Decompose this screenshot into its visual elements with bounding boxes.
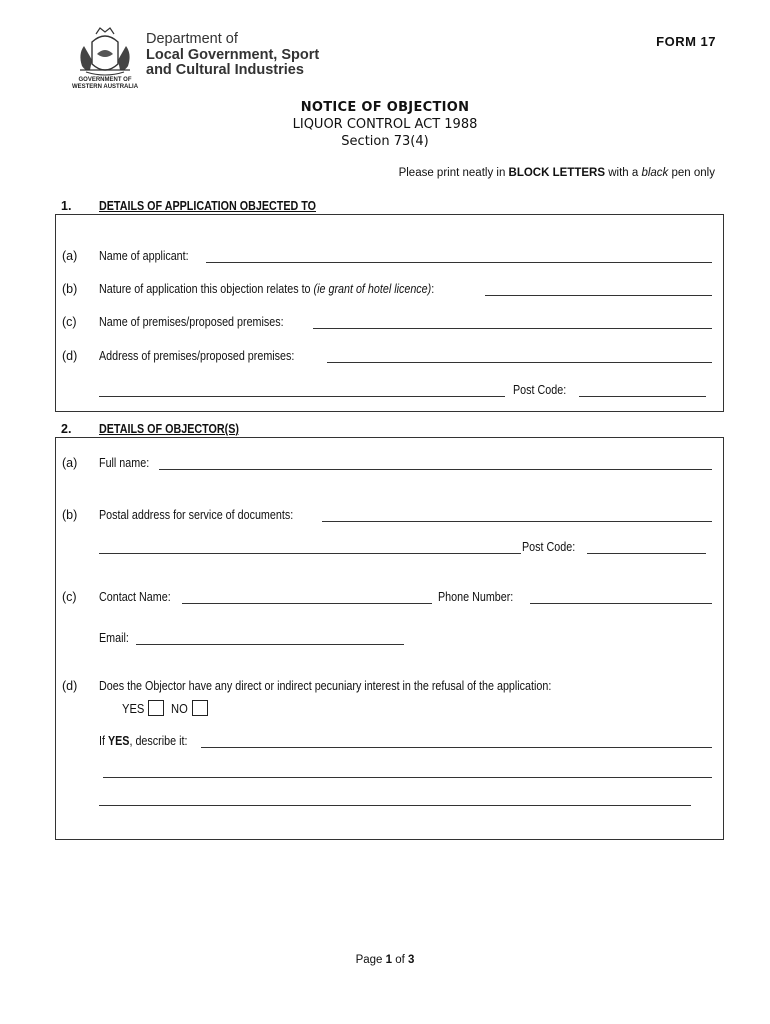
describe-field-2[interactable] xyxy=(103,777,712,778)
s2-a-text: Full name: xyxy=(99,456,150,470)
describe-field-1[interactable] xyxy=(201,747,712,748)
s1-c-label: (c) xyxy=(62,315,77,329)
s1-b-text xyxy=(99,282,434,296)
form-number: FORM 17 xyxy=(656,34,716,49)
document-heading: NOTICE OF OBJECTION xyxy=(300,100,470,115)
no-label: NO xyxy=(171,701,189,716)
instruction-middle: with a xyxy=(605,167,642,179)
instruction-prefix: Please print neatly in xyxy=(398,167,509,179)
s2-d-label: (d) xyxy=(62,679,78,693)
document-act: LIQUOR CONTROL ACT 1988 xyxy=(292,117,478,132)
page-prefix: Page xyxy=(355,954,386,966)
department-line-3: and Cultural Industries xyxy=(146,62,304,78)
department-line-2: Local Government, Sport xyxy=(146,46,320,63)
postal-address-field[interactable] xyxy=(322,521,712,522)
s1-c-text: Name of premises/proposed premises: xyxy=(99,315,284,329)
email-field[interactable] xyxy=(136,644,404,645)
contact-name-field[interactable] xyxy=(182,603,432,604)
premises-name-field[interactable] xyxy=(313,328,712,329)
section1-box xyxy=(55,214,724,412)
instruction-italic: black xyxy=(641,167,669,179)
no-checkbox[interactable] xyxy=(192,700,208,716)
department-name xyxy=(146,32,319,79)
s1-b-label: (b) xyxy=(62,282,78,296)
yes-label: YES xyxy=(122,701,145,716)
applicant-name-field[interactable] xyxy=(206,262,712,263)
s1-b-colon: : xyxy=(431,282,435,296)
document-section: Section 73(4) xyxy=(341,134,429,149)
premises-address-field[interactable] xyxy=(327,362,712,363)
page-mid: of xyxy=(392,954,409,966)
instruction-line xyxy=(399,167,715,179)
pecuniary-interest-question: Does the Objector have any direct or indirect pecuniary interest in the refusal of the application: xyxy=(99,679,552,693)
s1-b-main: Nature of application this objection relates to xyxy=(99,282,314,296)
instruction-suffix: pen only xyxy=(668,167,715,179)
if-yes-describe-label xyxy=(99,734,187,748)
if-suffix: , describe it: xyxy=(129,734,188,748)
phone-number-label: Phone Number: xyxy=(438,590,514,604)
page-total: 3 xyxy=(408,954,415,966)
phone-number-field[interactable] xyxy=(530,603,712,604)
government-caption xyxy=(66,77,144,91)
s1-a-text: Name of applicant: xyxy=(99,249,189,263)
yes-no-options xyxy=(122,700,208,716)
s2-b-text: Postal address for service of documents: xyxy=(99,508,294,522)
s1-post-code-label: Post Code: xyxy=(513,383,567,397)
s2-post-code-label: Post Code: xyxy=(522,540,576,554)
postal-address-field-2[interactable] xyxy=(99,553,521,554)
s1-b-italic: (ie grant of hotel licence) xyxy=(313,282,432,296)
government-line-1: GOVERNMENT OF xyxy=(78,77,132,83)
application-nature-field[interactable] xyxy=(485,295,712,296)
yes-checkbox[interactable] xyxy=(148,700,164,716)
document-title-block xyxy=(0,99,770,150)
section1-number: 1. xyxy=(61,199,72,213)
s1-post-code-field[interactable] xyxy=(579,396,706,397)
s2-a-label: (a) xyxy=(62,456,78,470)
describe-field-3[interactable] xyxy=(99,805,691,806)
s2-post-code-field[interactable] xyxy=(587,553,706,554)
s1-a-label: (a) xyxy=(62,249,78,263)
if-bold: YES xyxy=(107,734,130,748)
section2-box xyxy=(55,437,724,840)
s2-b-label: (b) xyxy=(62,508,78,522)
department-line-1: Department of xyxy=(146,31,238,47)
premises-address-field-2[interactable] xyxy=(99,396,505,397)
s2-c-label: (c) xyxy=(62,590,77,604)
section2-heading: DETAILS OF OBJECTOR(S) xyxy=(99,422,239,436)
government-line-2: WESTERN AUSTRALIA xyxy=(71,84,139,90)
section1-heading: DETAILS OF APPLICATION OBJECTED TO xyxy=(99,199,317,213)
s1-d-label: (d) xyxy=(62,349,78,363)
if-prefix: If xyxy=(99,734,108,748)
email-label: Email: xyxy=(99,631,129,645)
objector-full-name-field[interactable] xyxy=(159,469,712,470)
contact-name-label: Contact Name: xyxy=(99,590,171,604)
page-current: 1 xyxy=(385,954,393,966)
instruction-bold: BLOCK LETTERS xyxy=(508,167,606,179)
section2-number: 2. xyxy=(61,422,72,436)
s1-d-text: Address of premises/proposed premises: xyxy=(99,349,295,363)
page-number xyxy=(0,954,770,966)
